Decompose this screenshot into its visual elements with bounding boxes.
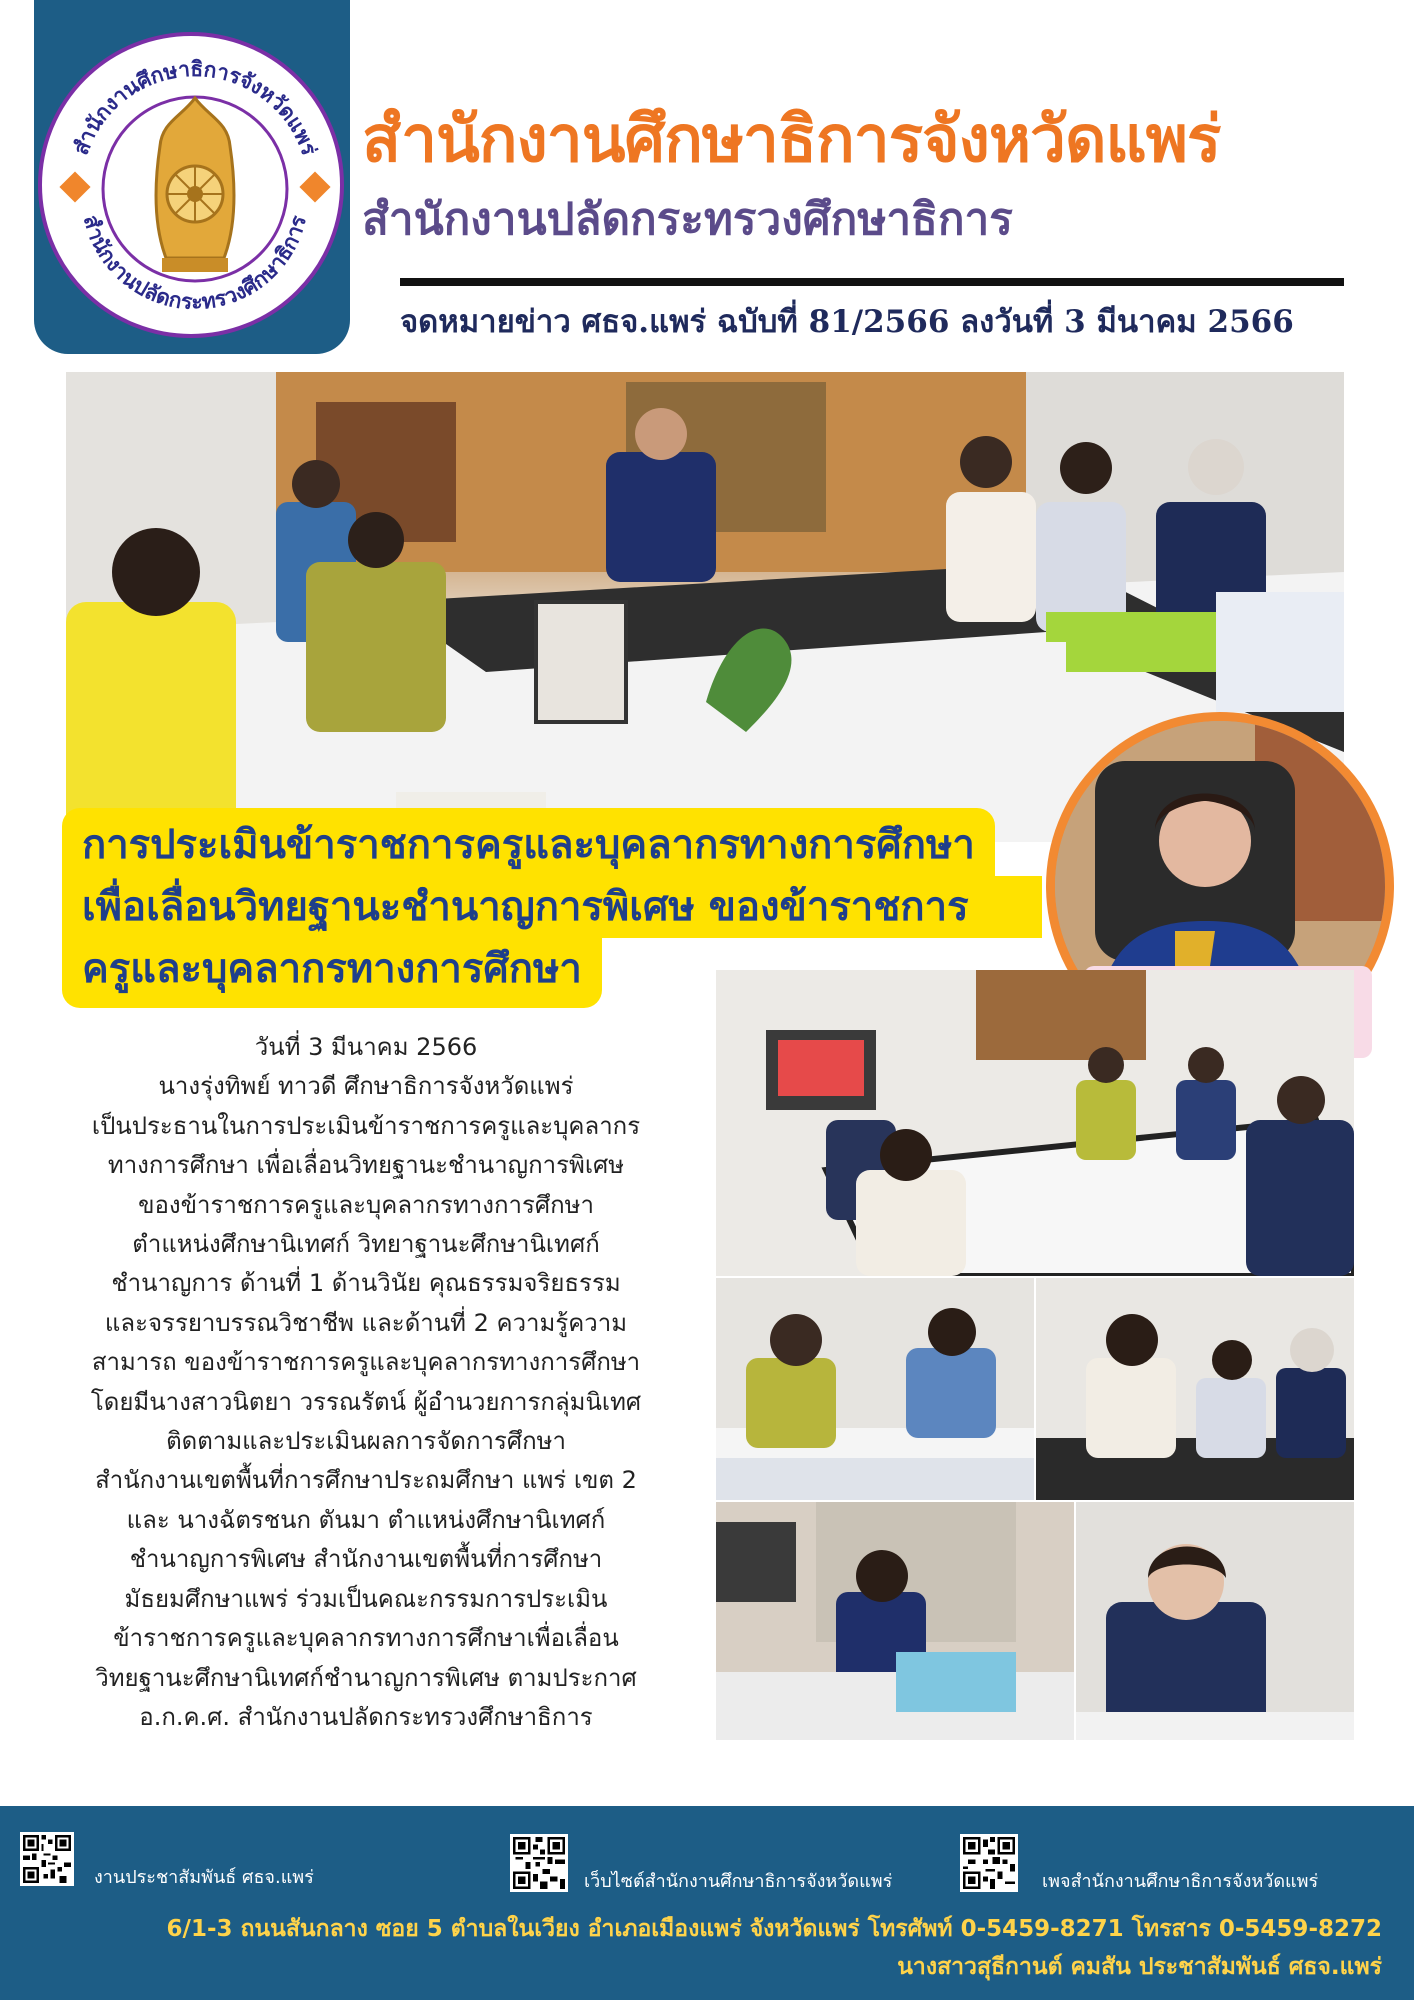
meeting-photo-committee-left: [716, 1278, 1034, 1500]
article-line: โดยมีนางสาวนิตยา วรรณรัตน์ ผู้อำนวยการกลุ่มนิเทศ: [90, 1387, 642, 1416]
article-line: วันที่ 3 มีนาคม 2566: [254, 1033, 478, 1061]
article-line: อ.ก.ค.ศ. สำนักงานปลัดกระทรวงศึกษาธิการ: [139, 1702, 593, 1731]
header-divider: [400, 278, 1344, 286]
footer-address: 6/1-3 ถนนสันกลาง ซอย 5 ตำบลในเวียง อำเภอเมืองแพร่ จังหวัดแพร่ โทรศัพท์ 0-5459-8271 โทรสาร 0-5459-8272: [166, 1916, 1382, 1942]
organization-subtitle: สำนักงานปลัดกระทรวงศึกษาธิการ: [362, 194, 1013, 245]
organization-title: สำนักงานศึกษาธิการจังหวัดแพร่: [362, 103, 1221, 177]
footer-link-website[interactable]: เว็บไซต์สำนักงานศึกษาธิการจังหวัดแพร่: [584, 1871, 893, 1892]
footer-address-block: [167, 1910, 1382, 1986]
article-line: และจรรยาบรรณวิชาชีพ และด้านที่ 2 ความรู้ความ: [104, 1308, 628, 1337]
qr-code-icon[interactable]: [20, 1832, 74, 1886]
newsletter-issue-line: จดหมายข่าว ศธจ.แพร่ ฉบับที่ 81/2566 ลงวันที่ 3 มีนาคม 2566: [400, 304, 1294, 340]
footer-link-facebook-page[interactable]: เพจสำนักงานศึกษาธิการจังหวัดแพร่: [1042, 1871, 1319, 1892]
seal-top-text: สำนักงานศึกษาธิการจังหวัดแพร่: [68, 56, 322, 159]
footer-contact: นางสาวสุธีกานต์ คมสัน ประชาสัมพันธ์ ศธจ.แพร่: [897, 1954, 1382, 1980]
article-body: [64, 1028, 668, 1737]
article-line: ชำนาญการ ด้านที่ 1 ด้านวินัย คุณธรรมจริยธรรม: [111, 1269, 621, 1298]
article-line: ทางการศึกษา เพื่อเลื่อนวิทยฐานะชำนาญการพิเศษ: [107, 1151, 625, 1180]
article-line: ข้าราชการครูและบุคลากรทางการศึกษาเพื่อเลื่อน: [113, 1624, 619, 1653]
article-line: ของข้าราชการครูและบุคลากรทางการศึกษา: [138, 1190, 594, 1219]
article-line: วิทยฐานะศึกษานิเทศก์ชำนาญการพิเศษ ตามประกาศ: [95, 1663, 637, 1692]
meeting-photo-wide: [716, 970, 1354, 1276]
article-line: ชำนาญการพิเศษ สำนักงานเขตพื้นที่การศึกษา: [129, 1545, 603, 1574]
qr-code-icon[interactable]: [960, 1834, 1018, 1892]
seal-bottom-text: สำนักงานปลัดกระทรวงศึกษาธิการ: [78, 212, 311, 315]
meeting-photo-committee-right: [1036, 1278, 1354, 1500]
article-line: และ นางฉัตรชนก ตันมา ตำแหน่งศึกษานิเทศก์: [126, 1505, 606, 1534]
meeting-photo-presenter: [716, 1502, 1074, 1740]
headline-line-2: เพื่อเลื่อนวิทยฐานะชำนาญการพิเศษ ของข้าราชการ: [62, 876, 1042, 938]
article-line: นางรุ่งทิพย์ ทาวดี ศึกษาธิการจังหวัดแพร่: [158, 1072, 574, 1101]
meeting-photo-evaluator: [1076, 1502, 1354, 1740]
headline-line-3: ครูและบุคลากรทางการศึกษา: [62, 938, 602, 1008]
qr-code-icon[interactable]: [510, 1834, 568, 1892]
article-line: ติดตามและประเมินผลการจัดการศึกษา: [166, 1427, 566, 1456]
article-line: ตำแหน่งศึกษานิเทศก์ วิทยาฐานะศึกษานิเทศก์: [132, 1230, 600, 1259]
footer-link-pr[interactable]: งานประชาสัมพันธ์ ศธจ.แพร่: [94, 1867, 314, 1888]
headline-line-1: การประเมินข้าราชการครูและบุคลากรทางการศึกษา: [62, 808, 995, 876]
ministry-seal-logo: [38, 32, 344, 338]
article-line: สามารถ ของข้าราชการครูและบุคลากรทางการศึกษา: [91, 1348, 641, 1377]
article-line: สำนักงานเขตพื้นที่การศึกษาประถมศึกษา แพร่ เขต 2: [95, 1466, 637, 1495]
article-line: มัธยมศึกษาแพร่ ร่วมเป็นคณะกรรมการประเมิน: [124, 1584, 608, 1613]
seal-emblem-graphic: [42, 36, 348, 342]
article-line: เป็นประธานในการประเมินข้าราชการครูและบุคลากร: [91, 1111, 641, 1140]
